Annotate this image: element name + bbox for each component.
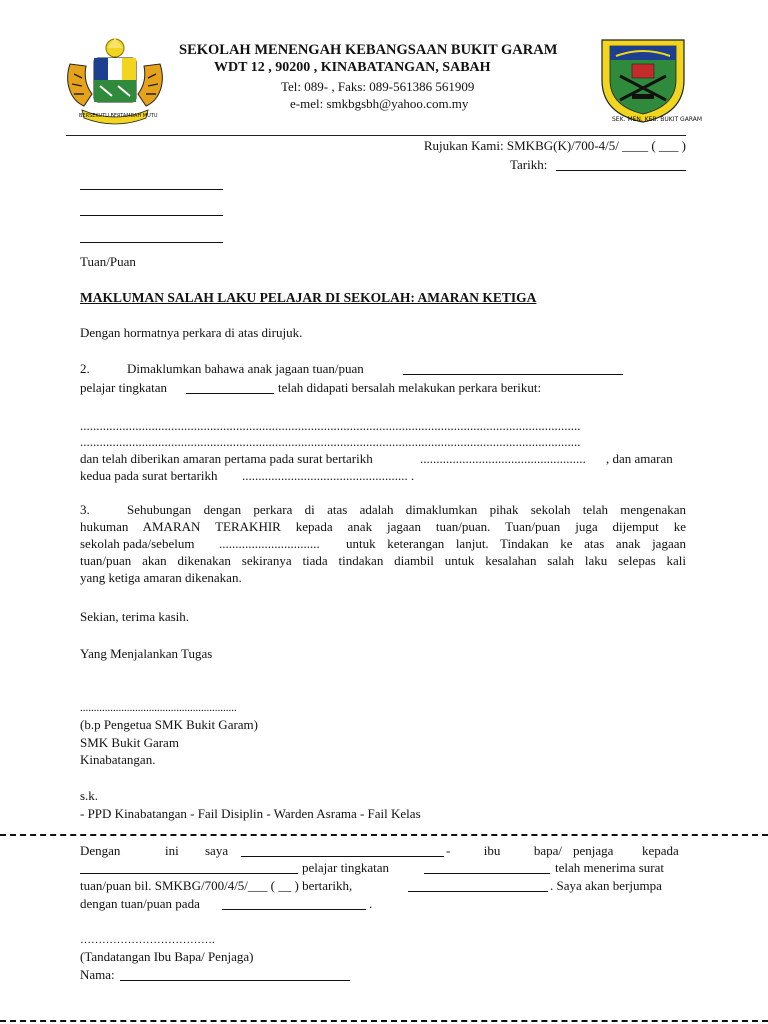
signer-school: SMK Bukit Garam	[80, 735, 179, 750]
salutation: Tuan/Puan	[80, 254, 136, 269]
recipient-line-3	[80, 242, 223, 243]
para3-line1: Sehubungan dengan perkara di atas adalah dimaklumkan pihak sekolah telah mengenakan	[127, 502, 686, 517]
parent-name-line	[120, 980, 350, 981]
para2-line1: Dimaklumkan bahawa anak jagaan tuan/puan	[127, 361, 364, 376]
para3-line3-dots: ...............................	[219, 536, 320, 551]
slip-line2a: pelajar tingkatan	[302, 860, 389, 875]
parent-name-blank	[241, 856, 444, 857]
para2-line4a: kedua pada surat bertarikh	[80, 468, 218, 483]
para2-number: 2.	[80, 361, 90, 376]
closing-thanks: Sekian, terima kasih.	[80, 609, 190, 624]
slip-word-2: ini	[165, 843, 179, 858]
slip-line4b: .	[369, 896, 373, 911]
slip-word-6: kepada	[642, 843, 679, 858]
para3-line3a: sekolah pada/sebelum	[80, 536, 195, 551]
letter-subject: MAKLUMAN SALAH LAKU PELAJAR DI SEKOLAH: AMARAN KETIGA	[80, 290, 537, 305]
student-form-blank	[424, 873, 550, 874]
form-blank	[186, 393, 274, 394]
slip-word-4: - ibu bapa/	[446, 843, 562, 858]
signer-title: (b.p Pengetua SMK Bukit Garam)	[80, 717, 259, 732]
slip-line3a: tuan/puan bil. SMKBG/700/4/5/___ ( __ ) bertarikh,	[80, 878, 353, 893]
date-label: Tarikh:	[510, 157, 548, 172]
recipient-line-1	[80, 189, 223, 190]
parent-signature-label: (Tandatangan Ibu Bapa/ Penjaga)	[80, 949, 254, 964]
school-phone: Tel: 089- , Faks: 089-561386 561909	[281, 79, 475, 94]
signer-location: Kinabatangan.	[80, 752, 156, 767]
reference-number: Rujukan Kami: SMKBG(K)/700-4/5/ ____ ( ___ )	[423, 138, 686, 153]
para3-line5: yang ketiga amaran dikenakan.	[80, 570, 242, 585]
para3-line2: hukuman AMARAN TERAKHIR kepada anak jagaan tuan/puan. Tuan/puan juga dijemput ke	[80, 519, 686, 534]
para2-line2b: telah didapati bersalah melakukan perkara berikut:	[278, 380, 542, 395]
school-email: e-mel: smkbgsbh@yahoo.com.my	[290, 96, 469, 111]
cc-list: - PPD Kinabatangan - Fail Disiplin - Warden Asrama - Fail Kelas	[80, 806, 421, 821]
slip-line3b: . Saya akan berjumpa	[550, 878, 662, 893]
opening-line: Dengan hormatnya perkara di atas dirujuk.	[80, 325, 303, 340]
offence-dots-1: ..........................................................................................................................................................	[80, 418, 581, 433]
para3-line3b: untuk keterangan lanjut. Tindakan ke atas anak jagaan	[346, 536, 686, 551]
para3-line4: tuan/puan akan dikenakan sekiranya tiada tindakan diambil untuk kesalahan salah laku selepas kali	[80, 553, 686, 568]
para2-line4-dots: ................................................... .	[242, 468, 415, 483]
slip-line2b: telah menerima surat	[555, 860, 665, 875]
para3-number: 3.	[80, 502, 90, 517]
school-badge-icon	[596, 36, 690, 124]
slip-word-3: saya	[205, 843, 229, 858]
offence-dots-2: ..........................................................................................................................................................	[80, 434, 581, 449]
date-blank	[556, 170, 686, 171]
recipient-line-2	[80, 215, 223, 216]
right-crest-text: SEK. MEN. KEB. BUKIT GARAM	[612, 116, 703, 123]
slip-line4a: dengan tuan/puan pada	[80, 896, 200, 911]
closing-duty: Yang Menjalankan Tugas	[80, 646, 213, 661]
school-address: WDT 12 , 90200 , KINABATANGAN, SABAH	[214, 60, 491, 75]
ward-name-blank	[403, 374, 623, 375]
para2-line3-dots: ...................................................	[420, 451, 586, 466]
cc-label: s.k.	[80, 788, 99, 803]
header-divider	[66, 135, 686, 136]
para2-line3b: , dan amaran	[606, 451, 673, 466]
slip-word-1: Dengan	[80, 843, 121, 858]
cut-line-top	[0, 834, 768, 836]
school-name: SEKOLAH MENENGAH KEBANGSAAN BUKIT GARAM	[179, 42, 558, 58]
left-crest-motto: BERSEKUTU BERTAMBAH MUTU	[79, 113, 158, 119]
signature-dots: .........................................................	[80, 702, 237, 714]
parent-name-label: Nama:	[80, 967, 115, 982]
letter-date-blank	[408, 891, 548, 892]
slip-word-5: penjaga	[573, 843, 614, 858]
student-name-blank	[80, 873, 298, 874]
para2-line3a: dan telah diberikan amaran pertama pada surat bertarikh	[80, 451, 373, 466]
cut-line-bottom	[0, 1020, 768, 1022]
parent-signature-dots: ……………………………….	[80, 934, 215, 946]
para2-line2a: pelajar tingkatan	[80, 380, 167, 395]
meeting-date-blank	[222, 909, 366, 910]
